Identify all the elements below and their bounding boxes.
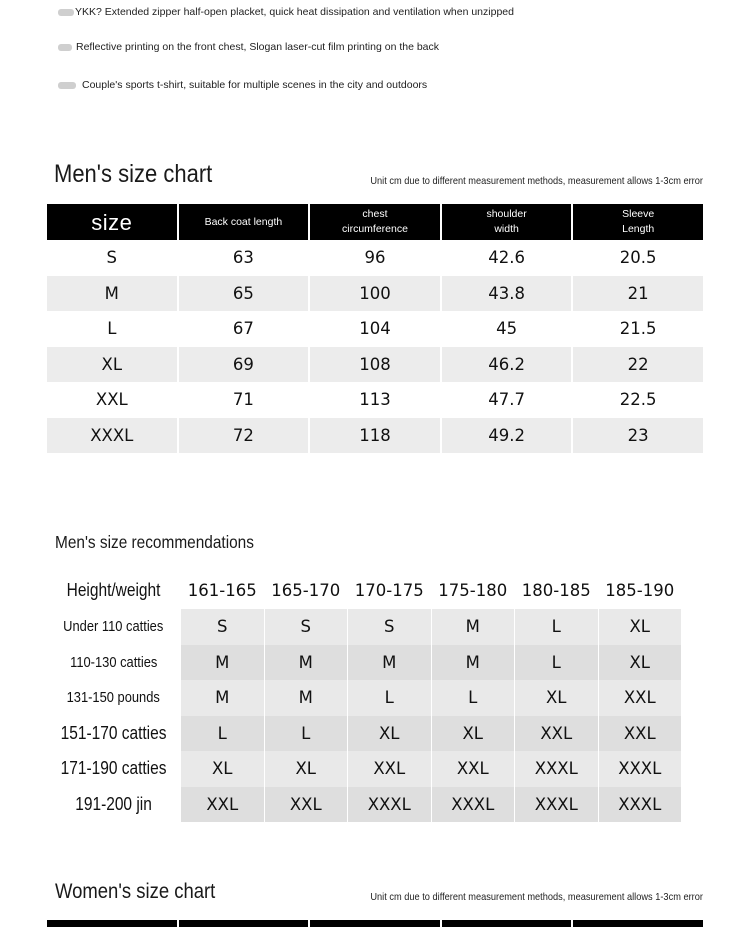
- header-shoulder: [442, 204, 572, 240]
- women-unit-note: Unit cm due to different measurement methods, measurement allows 1-3cm error: [370, 891, 703, 903]
- women-size-chart-title: Women's size chart: [55, 880, 216, 903]
- recommend-row: [47, 645, 703, 681]
- bullet-icon: [58, 82, 76, 89]
- recommend-size-cell: XL: [432, 716, 515, 752]
- recommend-size-cell: XXXL: [599, 751, 682, 787]
- weight-label: Under 110 catties: [63, 618, 164, 636]
- header-size: size: [47, 204, 177, 240]
- height-header: 165-170: [265, 572, 348, 609]
- table-row: [47, 347, 703, 383]
- header-sleeve-line1: Sleeve: [622, 208, 655, 220]
- recommend-row: [47, 680, 703, 716]
- table-cell: 20.5: [619, 248, 657, 268]
- recommend-size-cell: XL: [599, 645, 682, 681]
- men-recommend-title: Men's size recommendations: [55, 532, 254, 552]
- recommend-size-cell: L: [265, 716, 348, 752]
- recommend-size-cell: M: [181, 645, 264, 681]
- table-row: [47, 311, 703, 347]
- recommend-size-cell: L: [432, 680, 515, 716]
- table-cell: 72: [179, 418, 309, 454]
- header-shoulder-line1: shoulder: [486, 208, 527, 220]
- recommend-size-cell: M: [181, 680, 264, 716]
- table-cell: XXXL: [47, 418, 177, 454]
- recommend-size-cell: XXL: [348, 751, 431, 787]
- recommend-header-row: [47, 572, 703, 609]
- table-cell: 22: [573, 347, 703, 383]
- header-cell: [179, 920, 309, 927]
- recommend-size-cell: L: [515, 609, 598, 645]
- table-header-row: [47, 204, 703, 240]
- table-cell: 65: [179, 276, 309, 312]
- recommend-size-cell: XXXL: [515, 751, 598, 787]
- women-table-header-strip: [47, 920, 703, 927]
- table-cell: 49.2: [442, 418, 572, 454]
- recommend-size-cell: M: [265, 645, 348, 681]
- men-recommend-table: [47, 572, 703, 822]
- recommend-size-cell: M: [432, 645, 515, 681]
- recommend-row: [47, 716, 703, 752]
- table-cell: L: [107, 319, 117, 339]
- recommend-size-cell: S: [265, 609, 348, 645]
- table-cell: 43.8: [442, 276, 572, 312]
- table-cell: 21: [573, 276, 703, 312]
- header-chest: [310, 204, 440, 240]
- recommend-size-cell: XXL: [181, 787, 264, 823]
- header-cell: [310, 920, 440, 927]
- header-sleeve-line2: Length: [622, 223, 655, 235]
- recommend-size-cell: L: [348, 680, 431, 716]
- table-cell: 100: [310, 276, 440, 312]
- bullet-icon: [58, 9, 74, 16]
- recommend-size-cell: XXXL: [432, 787, 515, 823]
- recommend-row: [47, 609, 703, 645]
- table-cell: 104: [359, 319, 391, 339]
- height-header: 175-180: [432, 572, 515, 609]
- table-cell: 23: [573, 418, 703, 454]
- weight-label: 191-200 jin: [75, 793, 152, 814]
- recommend-size-cell: XL: [181, 751, 264, 787]
- table-cell: 63: [232, 248, 254, 268]
- table-row: [47, 382, 703, 418]
- table-cell: 21.5: [619, 319, 657, 339]
- header-chest-line2: circumference: [342, 223, 408, 235]
- recommend-size-cell: M: [265, 680, 348, 716]
- recommend-size-cell: XL: [515, 680, 598, 716]
- table-cell: 108: [310, 347, 440, 383]
- men-unit-note: Unit cm due to different measurement methods, measurement allows 1-3cm error: [370, 175, 703, 187]
- recommend-size-cell: XXL: [515, 716, 598, 752]
- height-header: 180-185: [515, 572, 598, 609]
- recommend-size-cell: XXL: [599, 716, 682, 752]
- recommend-size-cell: S: [348, 609, 431, 645]
- header-chest-line1: chest: [362, 208, 388, 220]
- weight-label: 131-150 pounds: [66, 689, 161, 707]
- weight-label: 151-170 catties: [60, 722, 167, 743]
- recommend-rows: [47, 609, 703, 822]
- table-cell: XL: [47, 347, 177, 383]
- table-row: [47, 240, 703, 276]
- recommend-size-cell: S: [181, 609, 264, 645]
- table-cell: 113: [359, 390, 391, 410]
- recommend-size-cell: XXXL: [515, 787, 598, 823]
- recommend-size-cell: XL: [348, 716, 431, 752]
- feature-item: [58, 41, 439, 53]
- recommend-size-cell: L: [515, 645, 598, 681]
- table-cell: 42.6: [488, 248, 525, 268]
- men-size-rows: [47, 240, 703, 453]
- feature-text: YKK? Extended zipper half-open placket, quick heat dissipation and ventilation when unzipped: [75, 6, 514, 18]
- height-header: 161-165: [181, 572, 264, 609]
- height-header: 170-175: [348, 572, 431, 609]
- recommend-size-cell: L: [181, 716, 264, 752]
- recommend-size-cell: XXL: [599, 680, 682, 716]
- recommend-row: [47, 787, 703, 823]
- feature-item: [58, 6, 514, 18]
- table-cell: M: [47, 276, 177, 312]
- recommend-size-cell: XL: [265, 751, 348, 787]
- feature-text: Couple's sports t-shirt, suitable for multiple scenes in the city and outdoors: [82, 79, 428, 91]
- header-back-length: Back coat length: [179, 204, 309, 240]
- table-cell: XXL: [95, 390, 128, 410]
- table-cell: 96: [364, 248, 386, 268]
- header-cell: [573, 920, 703, 927]
- table-cell: 69: [179, 347, 309, 383]
- table-row: [47, 418, 703, 454]
- recommend-size-cell: M: [432, 609, 515, 645]
- feature-text: Reflective printing on the front chest, Slogan laser-cut film printing on the back: [76, 41, 440, 53]
- recommend-corner-label: Height/weight: [66, 580, 161, 600]
- header-shoulder-line2: width: [494, 223, 519, 235]
- recommend-size-cell: XXXL: [348, 787, 431, 823]
- table-cell: 45: [496, 319, 518, 339]
- table-cell: 22.5: [619, 390, 657, 410]
- feature-item: [58, 79, 427, 91]
- table-cell: S: [106, 248, 118, 268]
- recommend-row: [47, 751, 703, 787]
- table-cell: 67: [232, 319, 254, 339]
- recommend-size-cell: XXXL: [599, 787, 682, 823]
- table-row: [47, 276, 703, 312]
- weight-label: 110-130 catties: [69, 653, 158, 671]
- height-header: 185-190: [599, 572, 682, 609]
- table-cell: 46.2: [442, 347, 572, 383]
- header-sleeve: [573, 204, 703, 240]
- weight-label: 171-190 catties: [60, 758, 167, 779]
- bullet-icon: [58, 44, 72, 51]
- men-size-table: [47, 204, 703, 453]
- recommend-size-cell: XXL: [265, 787, 348, 823]
- recommend-size-cell: M: [348, 645, 431, 681]
- header-cell: [442, 920, 572, 927]
- table-cell: 118: [310, 418, 440, 454]
- table-cell: 71: [232, 390, 254, 410]
- table-cell: 47.7: [488, 390, 525, 410]
- recommend-size-cell: XXL: [432, 751, 515, 787]
- recommend-size-cell: XL: [599, 609, 682, 645]
- header-cell: [47, 920, 177, 927]
- men-size-chart-title: Men's size chart: [54, 160, 213, 188]
